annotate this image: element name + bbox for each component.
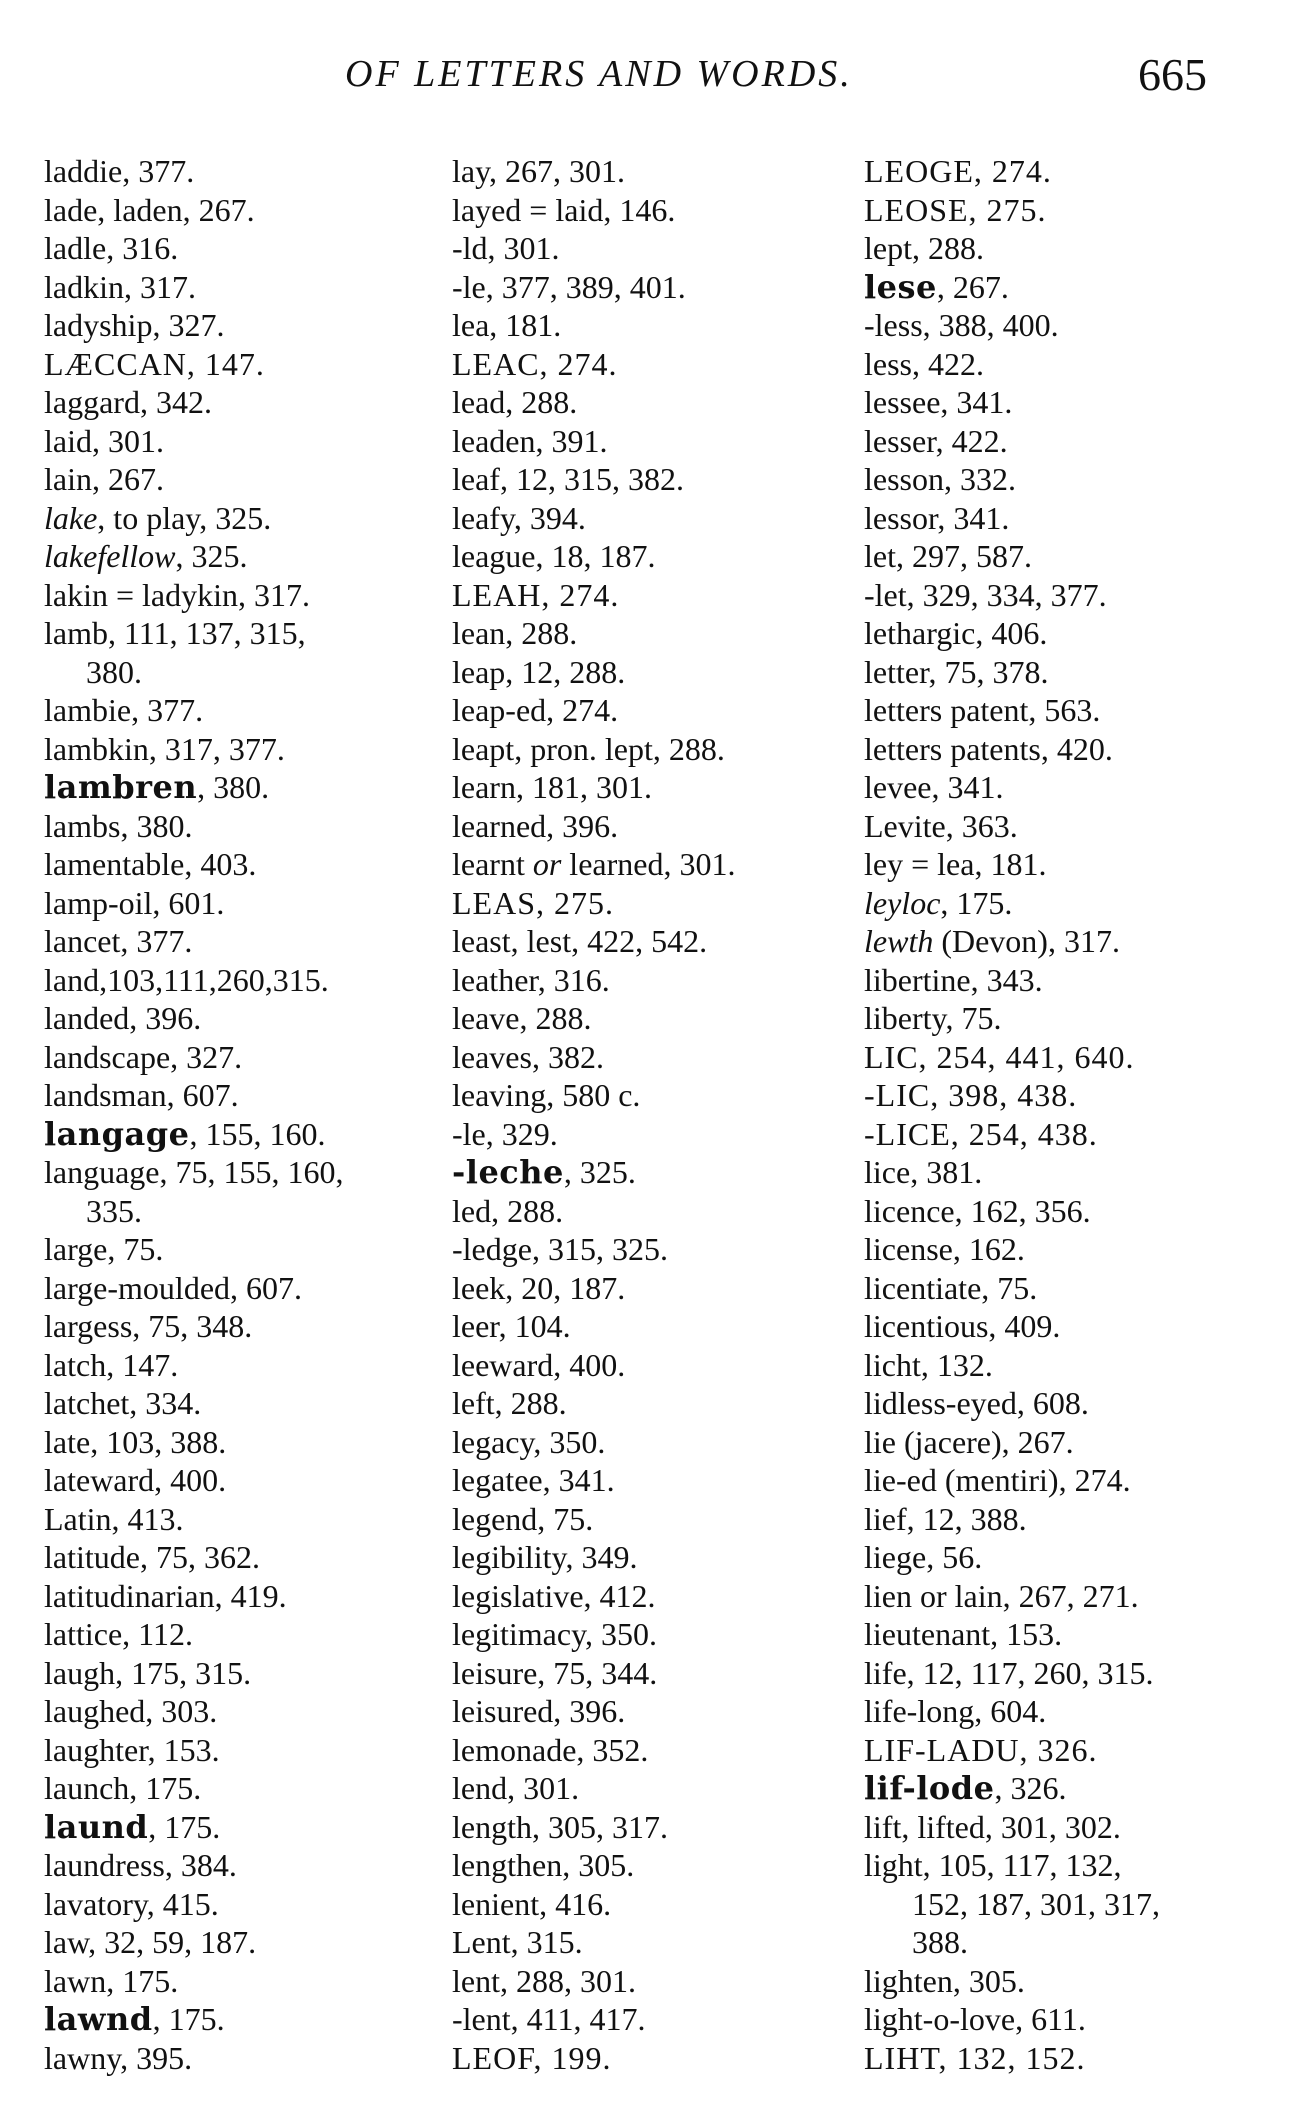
index-entry: lien or lain, 267, 271.	[864, 1577, 1139, 1614]
index-locators: , 325.	[175, 538, 248, 574]
index-entry: levee, 341.	[864, 769, 1004, 805]
index-conjunction: or	[532, 846, 562, 882]
index-entry: left, 288.	[452, 1385, 567, 1421]
index-entry: language, 75, 155, 160,	[44, 1154, 344, 1190]
index-locators: (Devon), 317.	[933, 923, 1120, 959]
index-entry: lamp-oil, 601.	[44, 884, 225, 921]
index-entry: light-o-love, 611.	[864, 2001, 1086, 2037]
index-entry: lenient, 416.	[452, 1885, 612, 1922]
index-entry: lent, 288, 301.	[452, 1962, 636, 1999]
index-entry: let, 297, 587.	[864, 538, 1032, 574]
index-locators: , 175.	[148, 1808, 221, 1845]
index-entry: LIHT, 132, 152.	[864, 2039, 1086, 2076]
index-entry: lief, 12, 388.	[864, 1500, 1027, 1537]
index-entry	[864, 922, 1284, 961]
index-entry: leeward, 400.	[452, 1346, 626, 1383]
index-column-3	[864, 152, 1284, 2077]
index-entry: late, 103, 388.	[44, 1423, 227, 1460]
index-entry: leaf, 12, 315, 382.	[452, 461, 684, 497]
index-entry: leaves, 382.	[452, 1038, 604, 1075]
index-entry: landed, 396.	[44, 1000, 202, 1036]
index-entry	[864, 268, 1284, 307]
index-entry: landsman, 607.	[44, 1077, 239, 1113]
index-entry: legacy, 350.	[452, 1423, 606, 1460]
index-entry: ladyship, 327.	[44, 307, 225, 343]
index-entry: lakin = ladykin, 317.	[44, 576, 311, 613]
page-number: 665	[1138, 49, 1207, 100]
index-entry-continuation: 152, 187, 301, 317,	[912, 1885, 1160, 1922]
index-entry: lice, 381.	[864, 1154, 983, 1190]
index-headword: -leche	[452, 1153, 564, 1191]
index-headword: lese	[864, 267, 937, 306]
running-title: OF LETTERS AND WORDS.	[345, 53, 853, 95]
index-entry: lea, 181.	[452, 307, 562, 343]
index-entry: leek, 20, 187.	[452, 1269, 626, 1306]
index-entry: -LICE, 254, 438.	[864, 1115, 1098, 1152]
index-entry: licht, 132.	[864, 1346, 993, 1383]
index-column-2	[452, 152, 857, 2077]
index-entry: lamentable, 403.	[44, 846, 257, 882]
index-entry: LEAC, 274.	[452, 345, 618, 382]
index-entry: laid, 301.	[44, 422, 164, 459]
index-entry: Lent, 315.	[452, 1924, 583, 1960]
index-entry: leaden, 391.	[452, 422, 608, 459]
index-entry: layed = laid, 146.	[452, 191, 676, 228]
index-entry: leap, 12, 288.	[452, 653, 626, 690]
index-entry: learn, 181, 301.	[452, 769, 652, 805]
index-headword: laund	[44, 1807, 149, 1846]
index-entry: -le, 377, 389, 401.	[452, 268, 686, 305]
index-entry: LEOGE, 274.	[864, 153, 1052, 189]
index-entry: liberty, 75.	[864, 1000, 1002, 1036]
index-entry: lesser, 422.	[864, 422, 1008, 459]
index-entry-continuation: 388.	[912, 1924, 968, 1960]
index-entry: ladkin, 317.	[44, 268, 196, 305]
index-entry-continuation: 335.	[86, 1192, 142, 1229]
index-entry: lateward, 400.	[44, 1462, 227, 1498]
index-locators: , 155, 160.	[189, 1115, 326, 1152]
index-entry: laughter, 153.	[44, 1731, 220, 1768]
index-entry: leisured, 396.	[452, 1693, 626, 1729]
index-entry	[44, 768, 439, 807]
index-entry: lambie, 377.	[44, 692, 204, 728]
index-entry: leaving, 580 c.	[452, 1077, 641, 1113]
index-entry: letters patents, 420.	[864, 730, 1113, 767]
index-entry: law, 32, 59, 187.	[44, 1924, 257, 1960]
index-entry: lesson, 332.	[864, 461, 1016, 497]
index-entry: lancet, 377.	[44, 923, 193, 959]
index-entry: largess, 75, 348.	[44, 1308, 253, 1344]
index-entry: lessee, 341.	[864, 384, 1013, 420]
index-entry: legatee, 341.	[452, 1462, 615, 1498]
index-entry: life, 12, 117, 260, 315.	[864, 1654, 1154, 1691]
index-entry: lieutenant, 153.	[864, 1616, 1063, 1652]
index-headword: lewth	[864, 923, 934, 959]
index-headword: lakefellow	[44, 538, 176, 574]
index-entry: lend, 301.	[452, 1770, 580, 1806]
index-headword: lambren	[44, 768, 198, 806]
index-entry: large, 75.	[44, 1231, 164, 1267]
index-entry: licence, 162, 356.	[864, 1192, 1091, 1229]
index-entry: licentious, 409.	[864, 1308, 1061, 1344]
index-entry: leer, 104.	[452, 1308, 571, 1344]
index-locators: , 175.	[940, 884, 1013, 921]
index-locators: learned, 301.	[561, 846, 736, 882]
index-entry: lamb, 111, 137, 315,	[44, 615, 306, 651]
index-entry: libertine, 343.	[864, 961, 1043, 998]
index-entry: leafy, 394.	[452, 499, 586, 536]
index-entry: legislative, 412.	[452, 1577, 656, 1614]
index-entry: -LIC, 398, 438.	[864, 1077, 1078, 1113]
index-entry: large-moulded, 607.	[44, 1269, 303, 1306]
index-entry: lengthen, 305.	[452, 1847, 635, 1883]
index-entry: liege, 56.	[864, 1539, 983, 1575]
index-entry: land,103,111,260,315.	[44, 961, 329, 998]
index-entry: -lent, 411, 417.	[452, 2001, 646, 2037]
index-entry: least, lest, 422, 542.	[452, 923, 708, 959]
index-entry: -ledge, 315, 325.	[452, 1231, 668, 1267]
index-entry: light, 105, 117, 132,	[864, 1847, 1122, 1883]
index-entry: laughed, 303.	[44, 1693, 218, 1729]
index-entry: Latin, 413.	[44, 1500, 184, 1537]
index-entry	[864, 884, 1284, 923]
index-headword: leyloc	[864, 884, 941, 921]
index-entry: LÆCCAN, 147.	[44, 345, 265, 382]
index-entry: LIC, 254, 441, 640.	[864, 1038, 1135, 1075]
index-entry	[44, 1808, 439, 1847]
index-entry: lift, lifted, 301, 302.	[864, 1808, 1121, 1845]
index-entry	[864, 1769, 1284, 1808]
index-entry	[452, 845, 857, 884]
index-locators: , 325.	[563, 1154, 636, 1190]
index-entry: -let, 329, 334, 377.	[864, 576, 1107, 613]
index-entry: lie (jacere), 267.	[864, 1423, 1074, 1460]
index-entry	[44, 537, 439, 576]
index-entry	[44, 499, 439, 538]
index-entry: learned, 396.	[452, 807, 619, 844]
index-entry: letters patent, 563.	[864, 692, 1101, 728]
index-entry: latitude, 75, 362.	[44, 1539, 260, 1575]
index-entry: length, 305, 317.	[452, 1808, 668, 1845]
index-headword: lawnd	[44, 2000, 153, 2038]
index-locators: , 267.	[936, 268, 1009, 305]
index-entry: lean, 288.	[452, 615, 578, 651]
index-locators: , 380.	[197, 769, 270, 805]
index-entry: -le, 329.	[452, 1115, 558, 1152]
index-entry: lade, laden, 267.	[44, 191, 255, 228]
index-entry: lawny, 395.	[44, 2039, 193, 2076]
index-locators: , to play, 325.	[97, 499, 272, 536]
index-entry: led, 288.	[452, 1192, 564, 1229]
index-entry: less, 422.	[864, 345, 984, 382]
index-entry: legitimacy, 350.	[452, 1616, 657, 1652]
index-entry: LIF-LADU, 326.	[864, 1731, 1098, 1768]
index-entry: lambkin, 317, 377.	[44, 730, 285, 767]
index-headword: langage	[44, 1114, 190, 1153]
index-entry: latchet, 334.	[44, 1385, 202, 1421]
index-entry: lattice, 112.	[44, 1616, 193, 1652]
index-entry: league, 18, 187.	[452, 538, 656, 574]
index-entry: landscape, 327.	[44, 1038, 243, 1075]
index-entry: leave, 288.	[452, 1000, 592, 1036]
index-entry: laddie, 377.	[44, 153, 195, 189]
index-entry: lambs, 380.	[44, 807, 193, 844]
index-entry: leisure, 75, 344.	[452, 1654, 658, 1691]
index-entry: lead, 288.	[452, 384, 578, 420]
index-entry: lept, 288.	[864, 230, 984, 266]
index-entry: lay, 267, 301.	[452, 153, 626, 189]
index-entry: -less, 388, 400.	[864, 307, 1059, 343]
index-locators: , 326.	[994, 1770, 1067, 1806]
running-head	[0, 48, 1300, 108]
index-headword: lif-lode	[864, 1769, 995, 1807]
index-entry: ley = lea, 181.	[864, 846, 1047, 882]
index-entry: lie-ed (mentiri), 274.	[864, 1462, 1131, 1498]
index-entry: latitudinarian, 419.	[44, 1577, 287, 1614]
index-entry: laugh, 175, 315.	[44, 1654, 252, 1691]
index-entry: leapt, pron. lept, 288.	[452, 730, 725, 767]
index-entry: -ld, 301.	[452, 230, 560, 266]
index-entry: LEOF, 199.	[452, 2039, 612, 2076]
index-entry: lighten, 305.	[864, 1962, 1025, 1999]
index-entry	[44, 2000, 439, 2039]
index-entry: lawn, 175.	[44, 1962, 179, 1999]
index-entry: leather, 316.	[452, 961, 610, 998]
index-entry: lethargic, 406.	[864, 615, 1048, 651]
index-entry: legibility, 349.	[452, 1539, 638, 1575]
index-entry: latch, 147.	[44, 1346, 179, 1383]
index-entry: leap-ed, 274.	[452, 692, 619, 728]
index-entry: LEAS, 275.	[452, 884, 614, 921]
index-column-1	[44, 152, 439, 2077]
index-entry: licentiate, 75.	[864, 1269, 1038, 1306]
index-entry-continuation: 380.	[86, 653, 142, 690]
index-entry: Levite, 363.	[864, 807, 1018, 844]
index-entry: laggard, 342.	[44, 384, 212, 420]
index-headword: learnt	[452, 846, 533, 882]
index-entry: life-long, 604.	[864, 1693, 1047, 1729]
index-entry	[452, 1153, 857, 1192]
index-entry: lidless-eyed, 608.	[864, 1385, 1089, 1421]
index-entry: lessor, 341.	[864, 499, 1010, 536]
index-entry: ladle, 316.	[44, 230, 179, 266]
index-entry: legend, 75.	[452, 1500, 594, 1537]
index-entry: launch, 175.	[44, 1770, 202, 1806]
index-entry: lemonade, 352.	[452, 1731, 649, 1768]
index-entry: LEOSE, 275.	[864, 191, 1047, 228]
index-entry: lain, 267.	[44, 461, 164, 497]
index-entry: lavatory, 415.	[44, 1885, 219, 1922]
index-locators: , 175.	[152, 2001, 225, 2037]
index-entry: laundress, 384.	[44, 1847, 237, 1883]
index-entry	[44, 1115, 439, 1154]
index-entry: LEAH, 274.	[452, 576, 620, 613]
index-entry: license, 162.	[864, 1231, 1025, 1267]
index-headword: lake	[44, 499, 98, 536]
index-entry: letter, 75, 378.	[864, 653, 1049, 690]
